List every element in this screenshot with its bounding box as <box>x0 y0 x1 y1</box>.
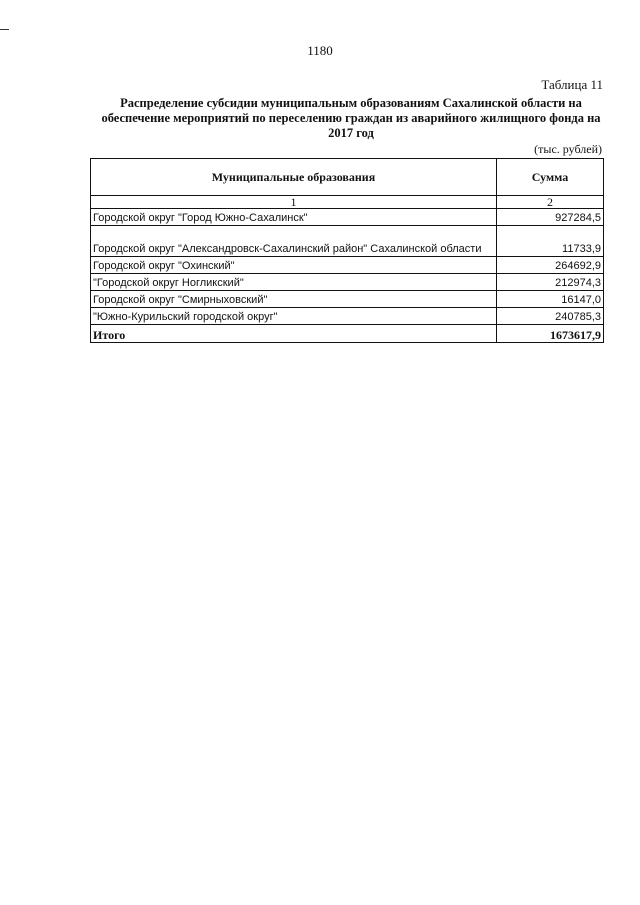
column-number: 1 <box>91 196 497 209</box>
total-label: Итого <box>91 325 497 343</box>
subsidy-sum: 16147,0 <box>496 291 603 308</box>
subsidy-sum: 927284,5 <box>496 209 603 226</box>
municipality-name: "Городской округ Ногликский" <box>91 274 497 291</box>
table-row <box>91 257 604 274</box>
page-number: 1180 <box>307 43 333 58</box>
table-row <box>91 226 604 257</box>
column-number-row <box>91 196 604 209</box>
municipality-name: "Южно-Курильский городской округ" <box>91 308 497 325</box>
header-municipality: Муниципальные образования <box>91 159 497 196</box>
subsidy-sum: 264692,9 <box>496 257 603 274</box>
table-label: Таблица 11 <box>541 77 603 92</box>
total-sum: 1673617,9 <box>496 325 603 343</box>
subsidy-table <box>90 158 604 343</box>
table-row <box>91 274 604 291</box>
municipality-name: Городской округ "Смирныховский" <box>91 291 497 308</box>
header-sum: Сумма <box>496 159 603 196</box>
scan-edge-mark <box>0 29 9 30</box>
municipality-name: Городской округ "Город Южно-Сахалинск" <box>91 209 497 226</box>
municipality-name: Городской округ "Александровск-Сахалинский район" Сахалинской области <box>91 226 497 257</box>
column-number: 2 <box>496 196 603 209</box>
document-title: Распределение субсидии муниципальным образованиям Сахалинской области на обеспечение мероприятий по переселению граждан из аварийного жилищного фонда на 2017 год <box>101 96 601 140</box>
subsidy-sum: 11733,9 <box>496 226 603 257</box>
table-row <box>91 209 604 226</box>
subsidy-sum: 212974,3 <box>496 274 603 291</box>
municipality-name: Городской округ "Охинский" <box>91 257 497 274</box>
total-row <box>91 325 604 343</box>
units-note: (тыс. рублей) <box>534 142 602 156</box>
table-row <box>91 308 604 325</box>
table-row <box>91 291 604 308</box>
table-header-row <box>91 159 604 196</box>
subsidy-sum: 240785,3 <box>496 308 603 325</box>
